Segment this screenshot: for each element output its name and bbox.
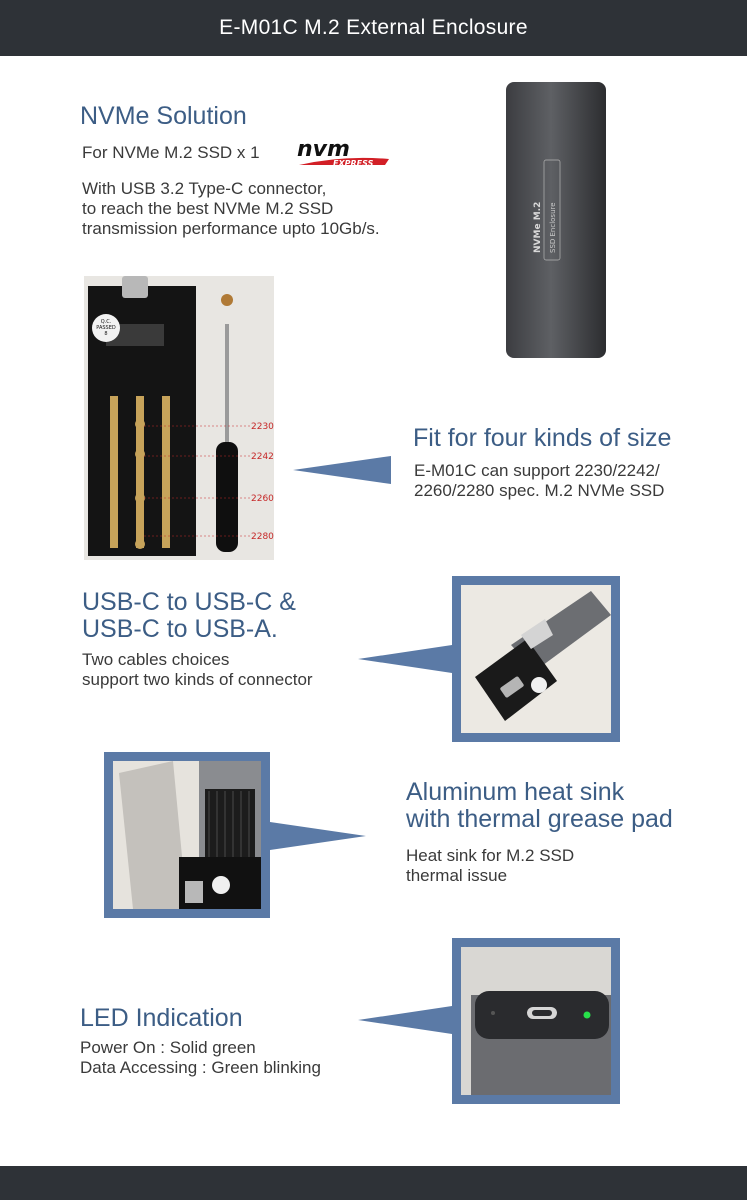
- size-label: 2260: [251, 494, 274, 504]
- led-line: Data Accessing : Green blinking: [80, 1058, 321, 1077]
- pointer-arrow: [293, 456, 391, 484]
- heatsink-line: Heat sink for M.2 SSD: [406, 846, 575, 865]
- nvme-line: transmission performance upto 10Gb/s.: [82, 219, 380, 238]
- heatsink-heading-line: with thermal grease pad: [406, 805, 673, 833]
- led-line: Power On : Solid green: [80, 1038, 256, 1057]
- nvme-heading: NVMe Solution: [80, 102, 247, 130]
- size-label: 2280: [251, 532, 274, 542]
- header-bar: [0, 0, 747, 56]
- pointer-arrow: [270, 822, 366, 850]
- heatsink-description: [406, 846, 574, 886]
- usb-photo-frame: [452, 576, 620, 742]
- size-label: 2230: [251, 422, 274, 432]
- led-photo: [461, 947, 611, 1095]
- nvm-express-logo: [293, 135, 393, 171]
- size-label: 2242: [251, 452, 274, 462]
- qc-line: PASSED: [96, 325, 116, 331]
- nvme-description: [82, 179, 380, 239]
- usb-line: support two kinds of connector: [82, 670, 313, 689]
- usb-heading: [82, 589, 296, 643]
- logo-main-text: nvm: [297, 137, 350, 162]
- led-photo-frame: [452, 938, 620, 1104]
- heatsink-heading-line: Aluminum heat sink: [406, 778, 625, 806]
- heatsink-photo: [113, 761, 261, 909]
- board-photo: [84, 276, 274, 560]
- usb-line: Two cables choices: [82, 650, 230, 669]
- nvme-line: to reach the best NVMe M.2 SSD: [82, 199, 334, 218]
- heatsink-photo-frame: [104, 752, 270, 918]
- enclosure-sub-label: SSD Enclosure: [549, 202, 557, 253]
- size-line: E-M01C can support 2230/2242/: [414, 461, 660, 480]
- usb-photo: [461, 585, 611, 733]
- heatsink-heading: [406, 779, 673, 833]
- enclosure-photo: [500, 78, 612, 362]
- qc-line: 8: [104, 331, 108, 337]
- page-title: E-M01C M.2 External Enclosure: [219, 16, 528, 39]
- led-description: [80, 1038, 321, 1078]
- nvme-line: With USB 3.2 Type-C connector,: [82, 179, 327, 198]
- size-heading: Fit for four kinds of size: [413, 424, 672, 452]
- led-dot-icon: [584, 1012, 591, 1019]
- qc-line: Q.C.: [100, 319, 112, 325]
- led-heading: LED Indication: [80, 1004, 243, 1032]
- size-line: 2260/2280 spec. M.2 NVMe SSD: [414, 481, 665, 500]
- usb-description: [82, 650, 313, 690]
- usb-heading-line: USB-C to USB-C &: [82, 588, 296, 616]
- nvme-subtitle: For NVMe M.2 SSD x 1: [82, 143, 260, 162]
- pointer-arrow: [358, 645, 452, 673]
- usb-heading-line: USB-C to USB-A.: [82, 615, 278, 643]
- pointer-arrow: [358, 1006, 452, 1034]
- enclosure-label: NVMe M.2: [533, 201, 543, 253]
- logo-sub-text: EXPRESS: [333, 159, 374, 168]
- size-description: [414, 461, 664, 501]
- heatsink-line: thermal issue: [406, 866, 508, 885]
- footer-bar: [0, 1166, 747, 1200]
